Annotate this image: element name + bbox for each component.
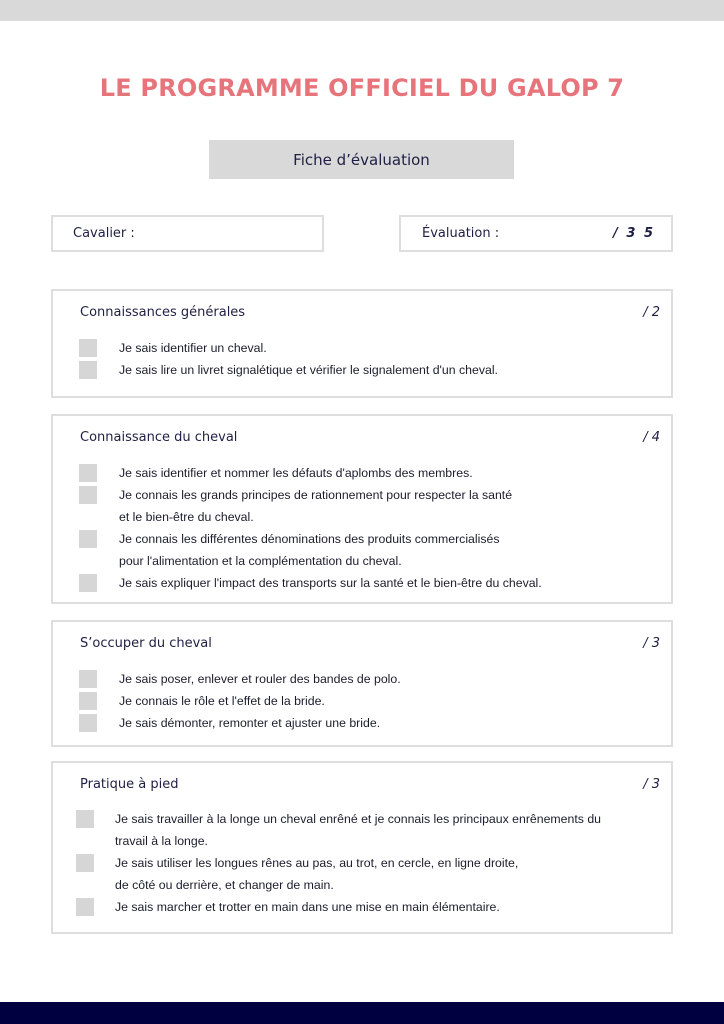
- checklist: [79, 462, 661, 594]
- section-header: [80, 636, 660, 651]
- cavalier-field[interactable]: [51, 215, 324, 252]
- checkbox[interactable]: [79, 530, 97, 548]
- list-item: [79, 690, 661, 712]
- checkbox[interactable]: [79, 670, 97, 688]
- checkbox[interactable]: [76, 854, 94, 872]
- checklist: [79, 668, 661, 734]
- checkbox[interactable]: [79, 361, 97, 379]
- checkbox[interactable]: [79, 339, 97, 357]
- section-header: [80, 430, 660, 445]
- item-label: Je sais utiliser les longues rênes au pas, au trot, en cercle, en ligne droite, de côté ou derrière, et changer de main.: [115, 856, 519, 892]
- evaluation-field[interactable]: [399, 215, 673, 252]
- section-title: Pratique à pied: [80, 777, 179, 792]
- list-item: [79, 484, 661, 528]
- section-pratique-a-pied: [51, 761, 673, 934]
- section-score: / 3: [643, 777, 660, 792]
- item-label: Je sais marcher et trotter en main dans une mise en main élémentaire.: [115, 900, 500, 914]
- checkbox[interactable]: [79, 714, 97, 732]
- list-item: [76, 808, 661, 852]
- item-label: Je sais travailler à la longe un cheval enrêné et je connais les principaux enrênements du travail à la longe.: [115, 812, 602, 848]
- evaluation-total: / 3 5: [613, 226, 655, 241]
- list-item: [76, 852, 661, 896]
- item-label: Je sais expliquer l'impact des transports sur la santé et le bien-être du cheval.: [119, 576, 542, 590]
- checkbox[interactable]: [76, 898, 94, 916]
- top-bar: [0, 0, 724, 21]
- section-score: / 4: [643, 430, 660, 445]
- checkbox[interactable]: [79, 692, 97, 710]
- section-score: / 3: [643, 636, 660, 651]
- checkbox[interactable]: [79, 574, 97, 592]
- checkbox[interactable]: [79, 486, 97, 504]
- checklist: [79, 337, 661, 381]
- footer-bar: [0, 1002, 724, 1024]
- list-item: [79, 668, 661, 690]
- item-label: Je sais identifier un cheval.: [119, 341, 267, 355]
- section-header: [80, 305, 660, 320]
- item-label: Je sais lire un livret signalétique et vérifier le signalement d'un cheval.: [119, 363, 498, 377]
- section-score: / 2: [643, 305, 660, 320]
- list-item: [79, 462, 661, 484]
- subtitle-banner: [209, 140, 514, 179]
- checkbox[interactable]: [76, 810, 94, 828]
- item-label: Je sais poser, enlever et rouler des bandes de polo.: [119, 672, 401, 686]
- section-header: [80, 777, 660, 792]
- page-title: LE PROGRAMME OFFICIEL DU GALOP 7: [99, 74, 625, 102]
- list-item: [79, 528, 661, 572]
- section-connaissances-generales: [51, 289, 673, 398]
- section-title: Connaissances générales: [80, 305, 246, 320]
- evaluation-label: Évaluation :: [422, 226, 500, 241]
- list-item: [79, 337, 661, 359]
- section-s-occuper-du-cheval: [51, 620, 673, 747]
- checklist: [76, 808, 661, 918]
- subtitle: Fiche d’évaluation: [293, 150, 430, 169]
- list-item: [76, 896, 661, 918]
- item-label: Je connais les grands principes de rationnement pour respecter la santé et le bien-être du cheval.: [119, 488, 513, 524]
- list-item: [79, 359, 661, 381]
- section-title: S’occuper du cheval: [80, 636, 212, 651]
- checkbox[interactable]: [79, 464, 97, 482]
- item-label: Je sais identifier et nommer les défauts d'aplombs des membres.: [119, 466, 473, 480]
- item-label: Je connais le rôle et l'effet de la bride.: [119, 694, 325, 708]
- section-title: Connaissance du cheval: [80, 430, 238, 445]
- item-label: Je connais les différentes dénominations des produits commercialisés pour l'alimentation et la complémentation du cheval.: [119, 532, 500, 568]
- cavalier-label: Cavalier :: [73, 226, 135, 241]
- list-item: [79, 572, 661, 594]
- item-label: Je sais démonter, remonter et ajuster une bride.: [119, 716, 381, 730]
- list-item: [79, 712, 661, 734]
- section-connaissance-du-cheval: [51, 414, 673, 604]
